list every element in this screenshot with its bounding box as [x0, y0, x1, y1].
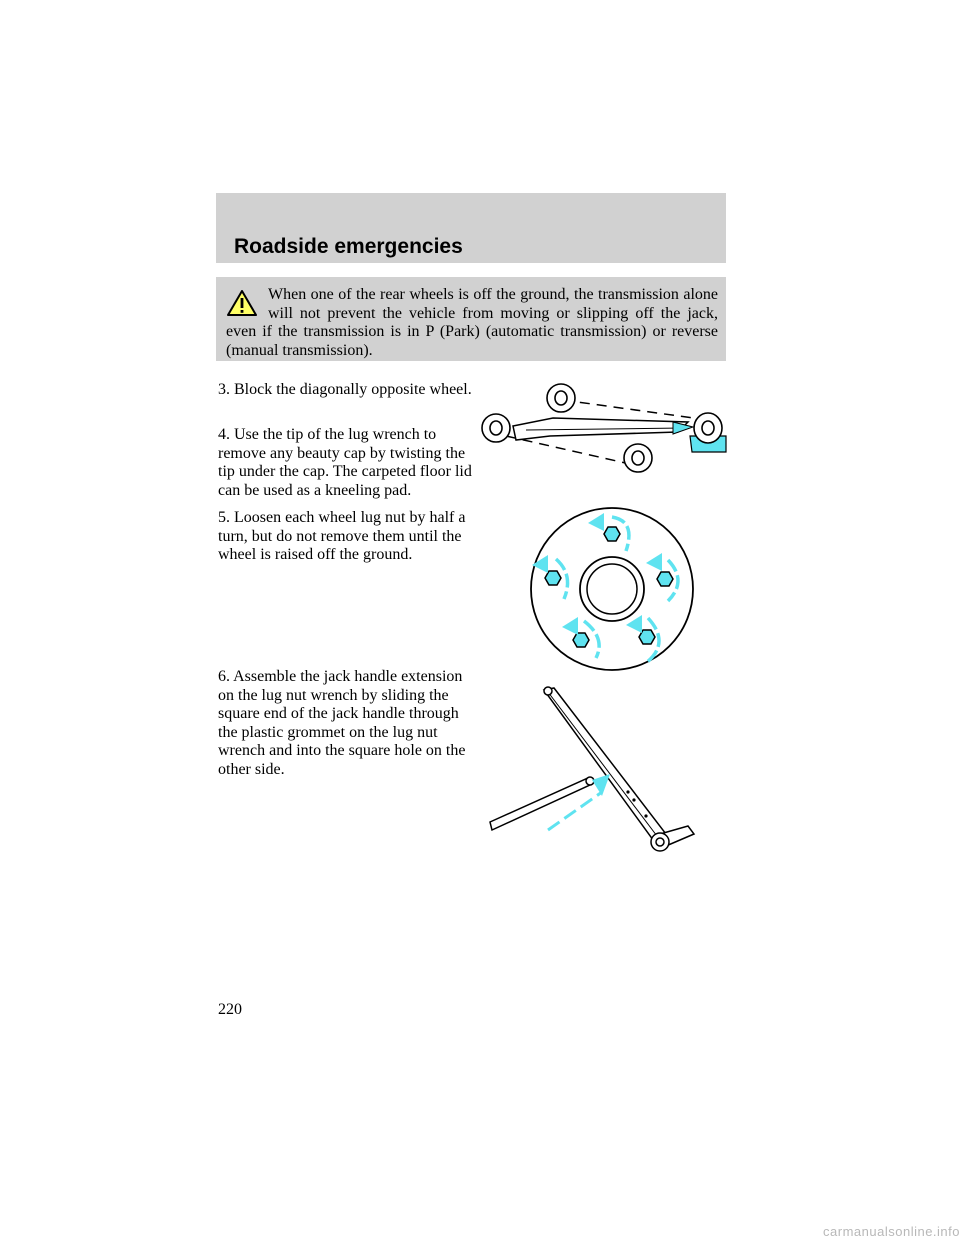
jack-handle-assembly-illustration	[488, 684, 698, 860]
section-title: Roadside emergencies	[234, 235, 463, 258]
warning-text	[226, 286, 718, 360]
lug-nut-loosening-illustration	[526, 503, 698, 675]
page-number: 220	[218, 1001, 242, 1018]
footer-watermark: carmanualsonline.info	[823, 1224, 960, 1239]
step-6: 6. Assemble the jack handle extension on the lug nut wrench by sliding the square end of the jack handle through the plastic grommet on the lug nut wrench and into the square hole on the other side.	[218, 668, 466, 778]
warning-box	[216, 277, 726, 361]
step-4: 4. Use the tip of the lug wrench to remove any beauty cap by twisting the tip under the cap. The carpeted floor lid can be used as a kneeling pad.	[218, 426, 472, 499]
step-3: 3. Block the diagonally opposite wheel.	[218, 381, 472, 398]
step-5: 5. Loosen each wheel lug nut by half a turn, but do not remove them until the wheel is raised off the ground.	[218, 509, 466, 563]
warning-text-content: When one of the rear wheels is off the ground, the transmission alone will not prevent the vehicle from moving or slipping off the jack, even if the transmission is in P (Park) (automatic transmission) or reverse (manual transmission).	[226, 286, 718, 359]
section-header-band	[216, 193, 726, 263]
diagonal-wheel-block-illustration	[478, 378, 730, 484]
